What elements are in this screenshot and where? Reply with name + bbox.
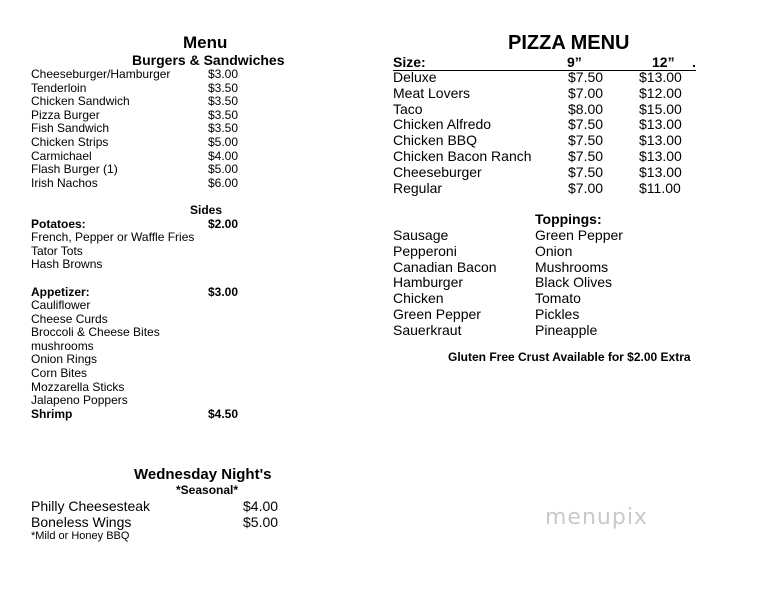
- list-item: Cauliflower: [31, 298, 91, 312]
- pizza-price-12: $11.00: [639, 179, 681, 196]
- pizza-name: Chicken BBQ: [393, 132, 478, 149]
- topping-item: Onion: [535, 242, 573, 259]
- list-item: Jalapeno Poppers: [31, 393, 128, 408]
- item-price: $4.00: [243, 498, 279, 514]
- pizza-price-9: $8.00: [568, 100, 604, 117]
- pizza-row: [393, 133, 693, 149]
- toppings-left-list: [393, 228, 497, 339]
- pizza-row: [393, 86, 693, 102]
- item-price: $6.00: [208, 175, 239, 190]
- size-dot: .: [692, 54, 696, 70]
- pizza-name: Chicken Bacon Ranch: [393, 147, 532, 164]
- pizza-price-9: $7.50: [568, 147, 604, 164]
- pizza-price-9: $7.50: [568, 132, 604, 149]
- menu-item-row: [31, 109, 251, 123]
- list-item: mushrooms: [31, 338, 94, 353]
- pizza-title: PIZZA MENU: [508, 32, 630, 54]
- topping-item: Green Pepper: [393, 305, 481, 322]
- size-12-label: 12”: [652, 54, 675, 70]
- item-name: Pizza Burger: [31, 107, 100, 122]
- item-price: $3.50: [208, 94, 239, 109]
- pizza-name: Deluxe: [393, 69, 437, 85]
- pizza-row: [393, 102, 693, 118]
- pizza-name: Regular: [393, 179, 443, 196]
- item-name: Chicken Strips: [31, 134, 109, 149]
- pizza-name: Chicken Alfredo: [393, 116, 492, 133]
- topping-item: Chicken: [393, 290, 444, 307]
- item-name: Chicken Sandwich: [31, 94, 130, 109]
- appetizer-price: $3.00: [208, 285, 239, 299]
- shrimp-price: $4.50: [208, 407, 239, 421]
- pizza-price-9: $7.00: [568, 179, 604, 196]
- menu-item-row: [31, 82, 251, 96]
- item-name: Carmichael: [31, 148, 92, 163]
- list-item: Tator Tots: [31, 243, 83, 258]
- item-price: $3.50: [208, 107, 239, 122]
- pizza-price-12: $13.00: [639, 147, 682, 164]
- topping-item: Sausage: [393, 227, 449, 243]
- item-price: $3.00: [208, 67, 239, 81]
- list-item: Mozzarella Sticks: [31, 379, 125, 394]
- topping-item: Sauerkraut: [393, 321, 462, 338]
- menu-item-row: [31, 514, 281, 530]
- item-name: Philly Cheesesteak: [31, 498, 151, 514]
- item-name: Flash Burger (1): [31, 162, 118, 177]
- appetizer-list: [31, 299, 160, 408]
- list-item: Cheese Curds: [31, 311, 108, 326]
- pizza-name: Meat Lovers: [393, 84, 471, 101]
- pizza-price-12: $13.00: [639, 163, 682, 180]
- item-name: Tenderloin: [31, 80, 87, 95]
- topping-item: Pineapple: [535, 321, 598, 338]
- list-item: Hash Browns: [31, 257, 103, 272]
- list-item: Corn Bites: [31, 365, 88, 380]
- menu-item-row: [31, 95, 251, 109]
- pizza-row: [393, 70, 693, 86]
- item-price: $3.50: [208, 121, 239, 136]
- item-price: $5.00: [243, 513, 279, 530]
- pizza-row: [393, 165, 693, 181]
- pizza-price-12: $13.00: [639, 116, 682, 133]
- wednesday-list: [31, 498, 281, 530]
- menupix-watermark: menupix: [545, 505, 648, 530]
- wings-note: *Mild or Honey BBQ: [31, 530, 130, 542]
- pizza-name: Cheeseburger: [393, 163, 482, 180]
- pizza-row: [393, 149, 693, 165]
- pizza-price-12: $15.00: [639, 100, 682, 117]
- topping-item: Tomato: [535, 290, 581, 307]
- item-price: $3.50: [208, 80, 239, 95]
- list-item: Onion Rings: [31, 352, 98, 367]
- gluten-note: Gluten Free Crust Available for $2.00 Extra: [448, 350, 691, 364]
- item-price: $4.00: [208, 148, 239, 163]
- pizza-price-12: $13.00: [639, 69, 682, 85]
- topping-item: Mushrooms: [535, 258, 609, 275]
- toppings-heading: Toppings:: [535, 211, 602, 227]
- item-name: Fish Sandwich: [31, 121, 110, 136]
- list-item: French, Pepper or Waffle Fries: [31, 230, 195, 244]
- item-name: Irish Nachos: [31, 175, 98, 190]
- appetizer-label: Appetizer:: [31, 285, 90, 299]
- pizza-price-9: $7.50: [568, 69, 604, 85]
- seasonal-note: *Seasonal*: [176, 483, 239, 497]
- sides-heading: Sides: [190, 203, 223, 217]
- menu-item-row: [31, 163, 251, 177]
- topping-item: Black Olives: [535, 274, 613, 291]
- topping-item: Pickles: [535, 305, 580, 322]
- topping-item: Hamburger: [393, 274, 464, 291]
- list-item: Broccoli & Cheese Bites: [31, 325, 160, 340]
- menu-item-row: [31, 68, 251, 82]
- burgers-heading: Burgers & Sandwiches: [132, 52, 285, 68]
- pizza-price-9: $7.00: [568, 84, 604, 101]
- size-label: Size:: [393, 54, 426, 70]
- potatoes-list: [31, 231, 194, 272]
- pizza-row: [393, 117, 693, 133]
- item-price: $5.00: [208, 134, 239, 149]
- topping-item: Green Pepper: [535, 227, 623, 243]
- topping-item: Pepperoni: [393, 242, 457, 259]
- pizza-price-9: $7.50: [568, 163, 604, 180]
- topping-item: Canadian Bacon: [393, 258, 497, 275]
- wednesday-heading: Wednesday Night's: [134, 466, 272, 483]
- toppings-right-list: [535, 228, 623, 339]
- menu-item-row: [31, 177, 251, 191]
- pizza-price-9: $7.50: [568, 116, 604, 133]
- menu-item-row: [31, 136, 251, 150]
- shrimp-label: Shrimp: [31, 407, 73, 421]
- pizza-name: Taco: [393, 100, 423, 117]
- size-9-label: 9”: [567, 54, 582, 70]
- menu-item-row: [31, 498, 281, 514]
- potatoes-label: Potatoes:: [31, 217, 86, 231]
- item-name: Boneless Wings: [31, 513, 132, 530]
- item-price: $5.00: [208, 162, 239, 177]
- pizza-price-12: $12.00: [639, 84, 682, 101]
- pizza-list: [393, 70, 693, 196]
- burgers-list: [31, 68, 251, 190]
- potatoes-price: $2.00: [208, 217, 239, 231]
- pizza-row: [393, 181, 693, 197]
- menu-item-row: [31, 122, 251, 136]
- menu-item-row: [31, 150, 251, 164]
- pizza-price-12: $13.00: [639, 132, 682, 149]
- item-name: Cheeseburger/Hamburger: [31, 67, 171, 81]
- menu-title: Menu: [183, 33, 228, 52]
